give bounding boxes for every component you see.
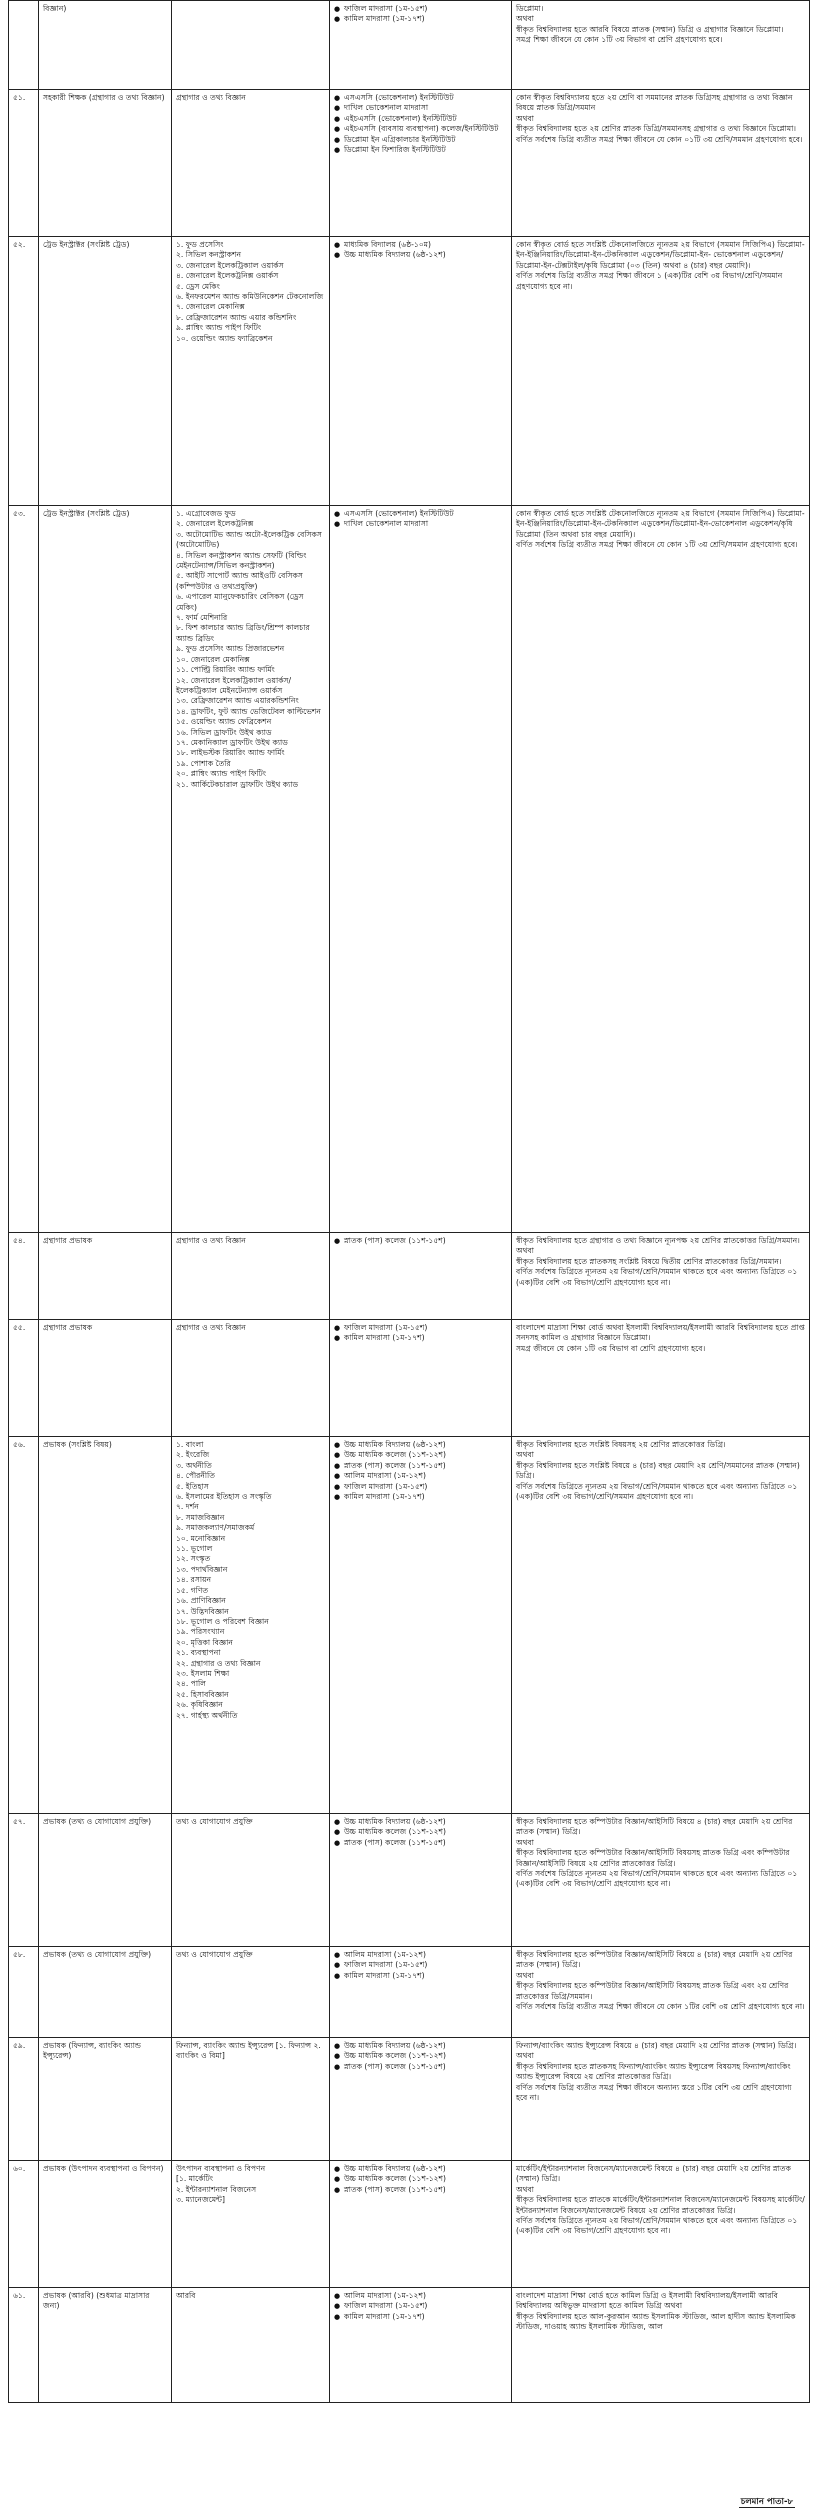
qualification-line: বর্ণিত সর্বশেষ ডিগ্রিতে ন্যূনতম ২য় বিভাগ/শ্রেণি/সমমান থাকতে হবে এবং অন্যান্য ডিগ্রিতে ০১ (এক)টির বেশি ৩য় বিভাগ/শ্রেণি গ্রহণযোগ্য হবে না। [516,2216,798,2236]
qualification-line: স্বীকৃত বিশ্ববিদ্যালয় হতে ২য় শ্রেণির স্নাতক ডিগ্রি/সমমানসহ গ্রন্থাগার ও তথ্য বিজ্ঞানে ডিপ্লোমা। [516,124,797,134]
subject-cell: ১. এগ্রোবেজড ফুড ২. জেনারেল ইলেকট্রনিক্স ৩. অটোমোটিভ অ্যান্ড অটো-ইলেকট্রিক বেসিকস (অটোমোটিভ) ৪. সিভিল কনস্ট্রাকশন অ্যান্ড সেফটি (বিল্ডিং মেইনটেন্যান্স/সিভিল কনস্ট্রাকশন) ৫. আইটি সাপোর্ট অ্যান্ড আইওটি বেসিকস (কম্পিউটার ও তথ্যপ্রযুক্তি) ৬. এপারেল ম্যানুফেকচারিং বেসিকস (ড্রেস মেকিং) ৭. ফার্ম মেশিনারি ৮. ফিশ কালচার অ্যান্ড ব্রিডিং/শ্রিম্প কালচার অ্যান্ড ব্রিডিং ৯. ফুড প্রসেসিং অ্যান্ড প্রিজারভেশন ১০. জেনারেল মেকানিক্স ১১. পোল্ট্রি রিয়ারিং অ্যান্ড ফার্মিং ১২. জেনারেল ইলেকট্রিক্যাল ওয়ার্কস/ইলেকট্রিক্যাল মেইনটেন্যান্স ওয়ার্কস ১৩. রেফ্রিজারেশন অ্যান্ড এয়ারকন্ডিশনিং ১৪. ড্রাফটিং, ফুট অ্যান্ড ভেজিটেবল কাল্টিভেশন ১৫. ওয়েল্ডিং অ্যান্ড ফেব্রিকেশন ১৬. সিভিল ড্রাফটিং উইথ ক্যাড ১৭. মেকানিক্যাল ড্রাফটিং উইথ ক্যাড ১৮. লাইভস্টক রিয়ারিং অ্যান্ড ফার্মিং ১৯. পোশাক তৈরি ২০. প্লাম্বিং অ্যান্ড পাইপ ফিটিং ২১. আর্কিটেকচারাল ড্রাফটিং উইথ ক্যাড [172,506,330,1233]
serial-number-cell: ৬০. [9,2161,39,2288]
post-name-cell: বিজ্ঞান) [39,1,172,90]
serial-number-cell [9,1,39,90]
subject-cell: আরবি [172,2288,330,2403]
institution-item: ● আলিম মাদরাসা (১ম-১২শ) [334,1950,507,1960]
continued-page-note: চলমান পাতা-৮ [740,2497,793,2507]
table-row [9,1320,810,1437]
subject-cell: তথ্য ও যোগাযোগ প্রযুক্তি [172,1947,330,2038]
institution-item: ● আলিম মাদরাসা (১ম-১২শ) [334,2291,507,2301]
institution-item: ● ফাজিল মাদরাসা (১ম-১৫শ) [334,1482,507,1492]
institution-cell [330,90,512,237]
institution-item: ● আলিম মাদরাসা (১ম-১২শ) [334,1471,507,1481]
institution-item: ● উচ্চ মাধ্যমিক কলেজ (১১শ-১২শ) [334,1827,507,1837]
serial-number-cell: ৫৫. [9,1320,39,1437]
qualification-line: মার্কেটিং/ইন্টারন্যাশনাল বিজনেস/ম্যানেজমেন্ট বিষয়ে ৪ (চার) বছর মেয়াদি ২য় শ্রেণির স্নাতক (সম্মান) ডিগ্রি। [516,2164,791,2184]
table-row [9,1,810,90]
table-row [9,506,810,1233]
institution-cell [330,1320,512,1437]
qualification-cell [512,2161,810,2288]
subject-cell: গ্রন্থাগার ও তথ্য বিজ্ঞান [172,1320,330,1437]
institution-item: ● কামিল মাদরাসা (১ম-১৭শ) [334,1492,507,1502]
institution-item: ● উচ্চ মাধ্যমিক বিদ্যালয় (৬ষ্ঠ-১২শ) [334,250,507,260]
qualification-line: অথবা [516,1246,534,1256]
institution-item: ● মাধ্যমিক বিদ্যালয় (৬ষ্ঠ-১০ম) [334,240,507,250]
institution-item: ● উচ্চ মাধ্যমিক কলেজ (১১শ-১২শ) [334,1450,507,1460]
serial-number-cell: ৫১. [9,90,39,237]
qualification-line: অথবা [516,1970,534,1980]
qualification-line: স্বীকৃত বিশ্ববিদ্যালয় হতে সংশ্লিষ্ট বিষয়ে ৪ (চার) বছর মেয়াদি ২য় শ্রেণি/সমমানের স্নাতক (সম্মান) ডিগ্রি। [516,1460,800,1481]
institution-item: ● ফাজিল মাদরাসা (১ম-১৫শ) [334,2301,507,2311]
post-name-cell: প্রভাষক (ফিন্যান্স, ব্যাংকিং অ্যান্ড ইন্স্যুরেন্স) [39,2038,172,2161]
qualification-line: অথবা [516,1450,534,1460]
institution-item: ● দাখিল ভোকেশনাল মাদরাসা [334,103,507,113]
subject-cell: উৎপাদন ব্যবস্থাপনা ও বিপণন [১. মার্কেটিং ২. ইন্টারন্যাশনাল বিজনেস ৩. ম্যানেজমেন্ট] [172,2161,330,2288]
qualification-line: স্বীকৃত বিশ্ববিদ্যালয় হতে স্নাতকসহ ফিন্যান্স/ব্যাংকিং অ্যান্ড ইন্স্যুরেন্স বিষয়সহ ফিন্যান্স/ব্যাংকিং অ্যান্ড ইন্স্যুরেন্স বিষয়ে ২য় শ্রেণির স্নাতকোত্তর ডিগ্রি। [516,2061,791,2082]
qualification-line: বাংলাদেশ মাদ্রাসা শিক্ষা বোর্ড অথবা ইসলামী বিশ্ববিদ্যালয়/ইসলামী আরবি বিশ্ববিদ্যালয় হতে প্রাপ্ত সনদসহ কামিল ও গ্রন্থাগার বিজ্ঞানে ডিপ্লোমা। [516,1323,805,1343]
serial-number-cell: ৫৮. [9,1947,39,2038]
institution-cell [330,2038,512,2161]
table-row [9,1233,810,1320]
qualification-line: অথবা [516,14,534,24]
institution-item: ● এইচএসসি (ভোকেশনাল) ইনস্টিটিউট [334,114,507,124]
qualification-line: ফিন্যান্স/ব্যাংকিং অ্যান্ড ইন্স্যুরেন্স বিষয়ে ৪ (চার) বছর মেয়াদি ২য় শ্রেণির স্নাতক (সম্মান) ডিগ্রি। [516,2041,797,2050]
qualification-line: বর্ণিত সর্বশেষ ডিগ্রিতে ন্যূনতম ২য় বিভাগ/শ্রেণি/সমমান থাকতে হবে এবং অন্যান্য ডিগ্রিতে ০১ (এক)টির বেশি ৩য় বিভাগ/শ্রেণি গ্রহণযোগ্য হবে না। [516,1267,798,1287]
qualification-line: কোন স্বীকৃত বোর্ড হতে সংশ্লিষ্ট টেকনোলজিতে ন্যূনতম ২য় বিভাগে (সমমান সিজিপিএ) ডিপ্লোমা-ইন-ইঞ্জিনিয়ারিং/ডিপ্লোমা-ইন-টেকনিক্যাল এডুকেশন/ডিপ্লোমা-ইন- ভোকেশনাল এডুকেশন/ডিপ্লোমা-ইন-টেক্সটাইল/কৃষি ডিপ্লোমা (০৩ (তিন) অথবা ৪ (চার) বছর মেয়াদি)। [516,240,805,270]
institution-cell [330,506,512,1233]
qualification-line: অথবা [516,113,534,123]
qualification-cell [512,1233,810,1320]
post-name-cell: সহকারী শিক্ষক (গ্রন্থাগার ও তথ্য বিজ্ঞান) [39,90,172,237]
post-name-cell: প্রভাষক (সংশ্লিষ্ট বিষয়) [39,1437,172,1814]
institution-item: ● কামিল মাদরাসা (১ম-১৭শ) [334,14,507,24]
institution-item: ● ফাজিল মাদরাসা (১ম-১৫শ) [334,1960,507,1970]
institution-item: ● উচ্চ মাধ্যমিক বিদ্যালয় (৬ষ্ঠ-১২শ) [334,2041,507,2051]
institution-item: ● কামিল মাদরাসা (১ম-১৭শ) [334,1333,507,1343]
institution-item: ● ফাজিল মাদরাসা (১ম-১৫শ) [334,4,507,14]
institution-item: ● এসএসসি (ভোকেশনাল) ইনস্টিটিউট [334,509,507,519]
serial-number-cell: ৫৪. [9,1233,39,1320]
institution-item: ● দাখিল ভোকেশনাল মাদরাসা [334,519,507,529]
subject-cell [172,1,330,90]
qualification-cell [512,1814,810,1947]
qualification-line: অথবা [516,1837,534,1847]
qualification-line: বর্ণিত সর্বশেষ ডিগ্রি ব্যতীত সমগ্র শিক্ষা জীবনে যে কোন ১টি ৩য় শ্রেণি/সমমান গ্রহণযোগ্য হবে। [516,540,798,550]
institution-item: ● স্নাতক (পাস) কলেজ (১১শ-১৫শ) [334,2185,507,2195]
subject-cell: গ্রন্থাগার ও তথ্য বিজ্ঞান [172,90,330,237]
serial-number-cell: ৫৯. [9,2038,39,2161]
post-name-cell: প্রভাষক (তথ্য ও যোগাযোগ প্রযুক্তি) [39,1947,172,2038]
qualification-cell [512,2038,810,2161]
institution-item: ● স্নাতক (পাস) কলেজ (১১শ-১৫শ) [334,1236,507,1246]
qualification-line: বর্ণিত সর্বশেষ ডিগ্রিতে ন্যূনতম ২য় বিভাগ/শ্রেণি/সমমান থাকতে হবে এবং অন্যান্য ডিগ্রিতে ০১ (এক)টির বেশি ৩য় বিভাগ/শ্রেণি/সমমান গ্রহণযোগ্য হবে না। [516,1481,798,1502]
table-row [9,1814,810,1947]
qualification-line: কোন স্বীকৃত বিশ্ববিদ্যালয় হতে ২য় শ্রেণি বা সমমানের স্নাতক ডিগ্রিসহ গ্রন্থাগার ও তথ্য বিজ্ঞান বিষয়ে স্নাতক ডিগ্রি/সমমান [516,93,793,113]
table-row [9,1947,810,2038]
institution-cell [330,1947,512,2038]
subject-cell: ১. বাংলা ২. ইংরেজি ৩. অর্থনীতি ৪. পৌরনীতি ৫. ইতিহাস ৬. ইসলামের ইতিহাস ও সংস্কৃতি ৭. দর্শন ৮. সমাজবিজ্ঞান ৯. সমাজকল্যাণ/সমাজকর্ম ১০. মনোবিজ্ঞান ১১. ভূগোল ১২. সংস্কৃত ১৩. পদার্থবিজ্ঞান ১৪. রসায়ন ১৫. গণিত ১৬. প্রাণিবিজ্ঞান ১৭. উদ্ভিদবিজ্ঞান ১৮. ভূগোল ও পরিবেশ বিজ্ঞান ১৯. পরিসংখ্যান ২০. মৃত্তিকা বিজ্ঞান ২১. ব্যবস্থাপনা ২২. গ্রন্থাগার ও তথ্য বিজ্ঞান ২৩. ইসলাম শিক্ষা ২৪. পালি ২৫. হিসাববিজ্ঞান ২৬. কৃষিবিজ্ঞান ২৭. গার্হস্থ্য অর্থনীতি [172,1437,330,1814]
qualification-cell [512,1437,810,1814]
institution-item: ● ডিপ্লোমা ইন ফিশারিজ ইনস্টিটিউট [334,145,507,155]
qualification-line: বর্ণিত সর্বশেষ ডিগ্রি ব্যতীত সমগ্র শিক্ষা জীবনে যে কোন ১টির বেশি ৩য় শ্রেণি গ্রহণযোগ্য হবে না। [516,2002,805,2012]
table-row [9,2038,810,2161]
qualification-line: স্বীকৃত বিশ্ববিদ্যালয় হতে কম্পিউটার বিজ্ঞান/আইসিটি বিষয়ে ৪ (চার) বছর মেয়াদি ২য় শ্রেণির স্নাতক (সম্মান) ডিগ্রি। [516,1817,793,1837]
serial-number-cell: ৬১. [9,2288,39,2403]
institution-cell [330,1437,512,1814]
qualification-cell [512,506,810,1233]
qualification-line: কোন স্বীকৃত বোর্ড হতে সংশ্লিষ্ট টেকনোলজিতে ন্যূনতম ২য় বিভাগে (সমমান সিজিপিএ) ডিপ্লোমা-ইন-ইঞ্জিনিয়ারিং/ডিপ্লোমা-ইন-টেকনিক্যাল এডুকেশন/ডিপ্লোমা-ইন-ভোকেশনাল এডুকেশন/কৃষি ডিপ্লোমা (তিন অথবা চার বছর মেয়াদি)। [516,509,805,539]
table-row [9,1437,810,1814]
institution-cell [330,2161,512,2288]
institution-item: ● কামিল মাদরাসা (১ম-১৭শ) [334,1971,507,1981]
institution-item: ● ফাজিল মাদরাসা (১ম-১৫শ) [334,1323,507,1333]
subject-cell: ফিন্যান্স, ব্যাংকিং অ্যান্ড ইন্স্যুরেন্স [১. ফিন্যান্স ২. ব্যাংকিং ও বিমা] [172,2038,330,2161]
qualification-line: অথবা [516,2184,534,2194]
post-name-cell: প্রভাষক (তথ্য ও যোগাযোগ প্রযুক্তি) [39,1814,172,1947]
qualification-line: বর্ণিত সর্বশেষ ডিগ্রি ব্যতীত সমগ্র শিক্ষা জীবনে অন্যান্য স্তরে ১টির বেশি ৩য় শ্রেণি গ্রহণযোগ্য হবে না। [516,2082,792,2103]
qualification-line: বর্ণিত সর্বশেষ ডিগ্রি ব্যতীত সমগ্র শিক্ষা জীবনে যে কোন ০১টি ৩য় শ্রেণি/সমমান গ্রহণযোগ্য হবে। [516,134,803,144]
serial-number-cell: ৫৭. [9,1814,39,1947]
table-row [9,90,810,237]
serial-number-cell: ৫৩. [9,506,39,1233]
qualification-line: অথবা [516,2051,534,2061]
qualification-cell [512,237,810,506]
institution-item: ● কামিল মাদরাসা (১ম-১৭শ) [334,2312,507,2322]
institution-item: ● উচ্চ মাধ্যমিক বিদ্যালয় (৬ষ্ঠ-১২শ) [334,2164,507,2174]
institution-item: ● উচ্চ মাধ্যমিক কলেজ (১১শ-১২শ) [334,2051,507,2061]
qualification-line: স্বীকৃত বিশ্ববিদ্যালয় হতে স্নাতকে মার্কেটিং/ইন্টারন্যাশনাল বিজনেস/ম্যানেজমেন্ট বিষয়সহ মার্কেটিং/ইন্টারন্যাশনাল বিজনেস/ম্যানেজমেন্ট বিষয়ে ২য় শ্রেণির স্নাতকোত্তর ডিগ্রি। [516,2195,805,2215]
qualification-line: বর্ণিত সর্বশেষ ডিগ্রি ব্যতীত সমগ্র শিক্ষা জীবনে ১ (এক)টির বেশি ৩য় বিভাগ/শ্রেণি/সমমান গ্রহণযোগ্য হবে না। [516,271,783,291]
post-name-cell: প্রভাষক (আরবি) (শুধমাত্র মাদ্রাসার জন্য) [39,2288,172,2403]
subject-cell: গ্রন্থাগার ও তথ্য বিজ্ঞান [172,1233,330,1320]
qualification-line: স্বীকৃত বিশ্ববিদ্যালয় হতে গ্রন্থাগার ও তথ্য বিজ্ঞানে ন্যূনপক্ষ ২য় শ্রেণির স্নাতকোত্তর ডিগ্রি/সমমান। [516,1236,800,1245]
subject-cell: ১. ফুড প্রসেসিং ২. সিভিল কনস্ট্রাকশন ৩. জেনারেল ইলেকট্রিক্যাল ওয়ার্কস ৪. জেনারেল ইলেকট্রনিক্স ওয়ার্কস ৫. ড্রেস মেকিং ৬. ইনফরমেশন অ্যান্ড কমিউনিকেশন টেকনোলজি ৭. জেনারেল মেকানিক্স ৮. রেফ্রিজারেশন অ্যান্ড এয়ার কন্ডিশনিং ৯. প্লাম্বিং অ্যান্ড পাইপ ফিটিং ১০. ওয়েল্ডিং অ্যান্ড ফ্যাব্রিকেশন [172,237,330,506]
qualification-line: ডিপ্লোমা। [516,4,544,13]
subject-cell: তথ্য ও যোগাযোগ প্রযুক্তি [172,1814,330,1947]
institution-item: ● উচ্চ মাধ্যমিক বিদ্যালয় (৬ষ্ঠ-১২শ) [334,1440,507,1450]
table-row [9,2161,810,2288]
qualification-cell [512,1,810,90]
qualification-table [8,0,810,2403]
qualification-cell [512,2288,810,2403]
institution-item: ● উচ্চ মাধ্যমিক কলেজ (১১শ-১২শ) [334,2174,507,2184]
qualification-line: সমগ্র জীবনে যে কোন ১টি ৩য় বিভাগ বা শ্রেণি গ্রহণযোগ্য হবে। [516,1343,706,1353]
institution-item: ● ডিপ্লোমা ইন এগ্রিকালচার ইনস্টিটিউট [334,135,507,145]
institution-item: ● উচ্চ মাধ্যমিক বিদ্যালয় (৬ষ্ঠ-১২শ) [334,1817,507,1827]
institution-item: ● স্নাতক (পাস) কলেজ (১১শ-১৫শ) [334,1461,507,1471]
institution-cell [330,1,512,90]
institution-cell [330,237,512,506]
post-name-cell: ট্রেড ইনস্ট্রাক্টর (সংশ্লিষ্ট ট্রেড) [39,237,172,506]
qualification-line: স্বীকৃত বিশ্ববিদ্যালয় হতে কম্পিউটার বিজ্ঞান/আইসিটি বিষয়সহ স্নাতক ডিগ্রি এবং ২য় শ্রেণির স্নাতকোত্তর ডিগ্রি/সমমান। [516,1981,789,2001]
qualification-cell [512,90,810,237]
table-row [9,237,810,506]
institution-cell [330,1233,512,1320]
post-name-cell: প্রভাষক (উৎপাদন ব্যবস্থাপনা ও বিপণন) [39,2161,172,2288]
qualification-line: স্বীকৃত বিশ্ববিদ্যালয় হতে আল-কুরআন অ্যান্ড ইসলামিক স্টাডিজ, আল হাদীস অ্যান্ড ইসলামিক স্টাডিজ, দাওয়াহ অ্যান্ড ইসলামিক স্টাডিজ, আল [516,2311,796,2332]
qualification-line: স্বীকৃত বিশ্ববিদ্যালয় হতে আরবি বিষয়ে স্নাতক (সম্মান) ডিগ্রি ও গ্রন্থাগার বিজ্ঞানে ডিপ্লোমা। [516,24,784,34]
institution-cell [330,1814,512,1947]
institution-item: ● এইচএসসি (ব্যবসায় ব্যবস্থাপনা) কলেজ/ইনস্টিটিউট [334,124,507,134]
qualification-line: স্বীকৃত বিশ্ববিদ্যালয় হতে কম্পিউটার বিজ্ঞান/আইসিটি বিষয়সহ স্নাতক ডিগ্রি এবং কম্পিউটার বিজ্ঞান/আইসিটি বিষয়ে ২য় শ্রেণির স্নাতকোত্তর ডিগ্রি। [516,1848,790,1868]
qualification-cell [512,1320,810,1437]
qualification-line: স্বীকৃত বিশ্ববিদ্যালয় হতে স্নাতকসহ সংশ্লিষ্ট বিষয়ে দ্বিতীয় শ্রেণির স্নাতকোত্তর ডিগ্রি/সমমান। [516,1256,782,1266]
qualification-line: স্বীকৃত বিশ্ববিদ্যালয় হতে কম্পিউটার বিজ্ঞান/আইসিটি বিষয়ে ৪ (চার) বছর মেয়াদি ২য় শ্রেণির স্নাতক (সম্মান) ডিগ্রি। [516,1950,793,1970]
serial-number-cell: ৫৬. [9,1437,39,1814]
serial-number-cell: ৫২. [9,237,39,506]
post-name-cell: গ্রন্থাগার প্রভাষক [39,1320,172,1437]
post-name-cell: গ্রন্থাগার প্রভাষক [39,1233,172,1320]
institution-item: ● এসএসসি (ভোকেশনাল) ইনস্টিটিউট [334,93,507,103]
document-page [8,0,809,2507]
qualification-line: বাংলাদেশ মাদ্রাসা শিক্ষা বোর্ড হতে কামিল ডিগ্রি ও ইসলামী বিশ্ববিদ্যালয়/ইসলামী আরবি বিশ্ববিদ্যালয় অধিভুক্ত মাদরাসা হতে কামিল ডিগ্রি অথবা [516,2291,778,2311]
qualification-line: স্বীকৃত বিশ্ববিদ্যালয় হতে সংশ্লিষ্ট বিষয়সহ ২য় শ্রেণির স্নাতকোত্তর ডিগ্রি। [516,1440,726,1449]
institution-item: ● স্নাতক (পাস) কলেজ (১১শ-১৫শ) [334,2062,507,2072]
qualification-cell [512,1947,810,2038]
qualification-line: বর্ণিত সর্বশেষ ডিগ্রিতে ন্যূনতম ২য় বিভাগ/শ্রেণি/সমমান থাকতে হবে এবং অন্যান্য ডিগ্রিতে ০১ (এক)টির বেশি ৩য় বিভাগ/শ্রেণি গ্রহণযোগ্য হবে না। [516,1869,798,1889]
post-name-cell: ট্রেড ইনস্ট্রাক্টর (সংশ্লিষ্ট ট্রেড) [39,506,172,1233]
table-row [9,2288,810,2403]
institution-item: ● স্নাতক (পাস) কলেজ (১১শ-১৫শ) [334,1838,507,1848]
qualification-line: সমগ্র শিক্ষা জীবনে যে কোন ১টি ৩য় বিভাগ বা শ্রেণি গ্রহণযোগ্য হবে। [516,35,723,45]
institution-cell [330,2288,512,2403]
